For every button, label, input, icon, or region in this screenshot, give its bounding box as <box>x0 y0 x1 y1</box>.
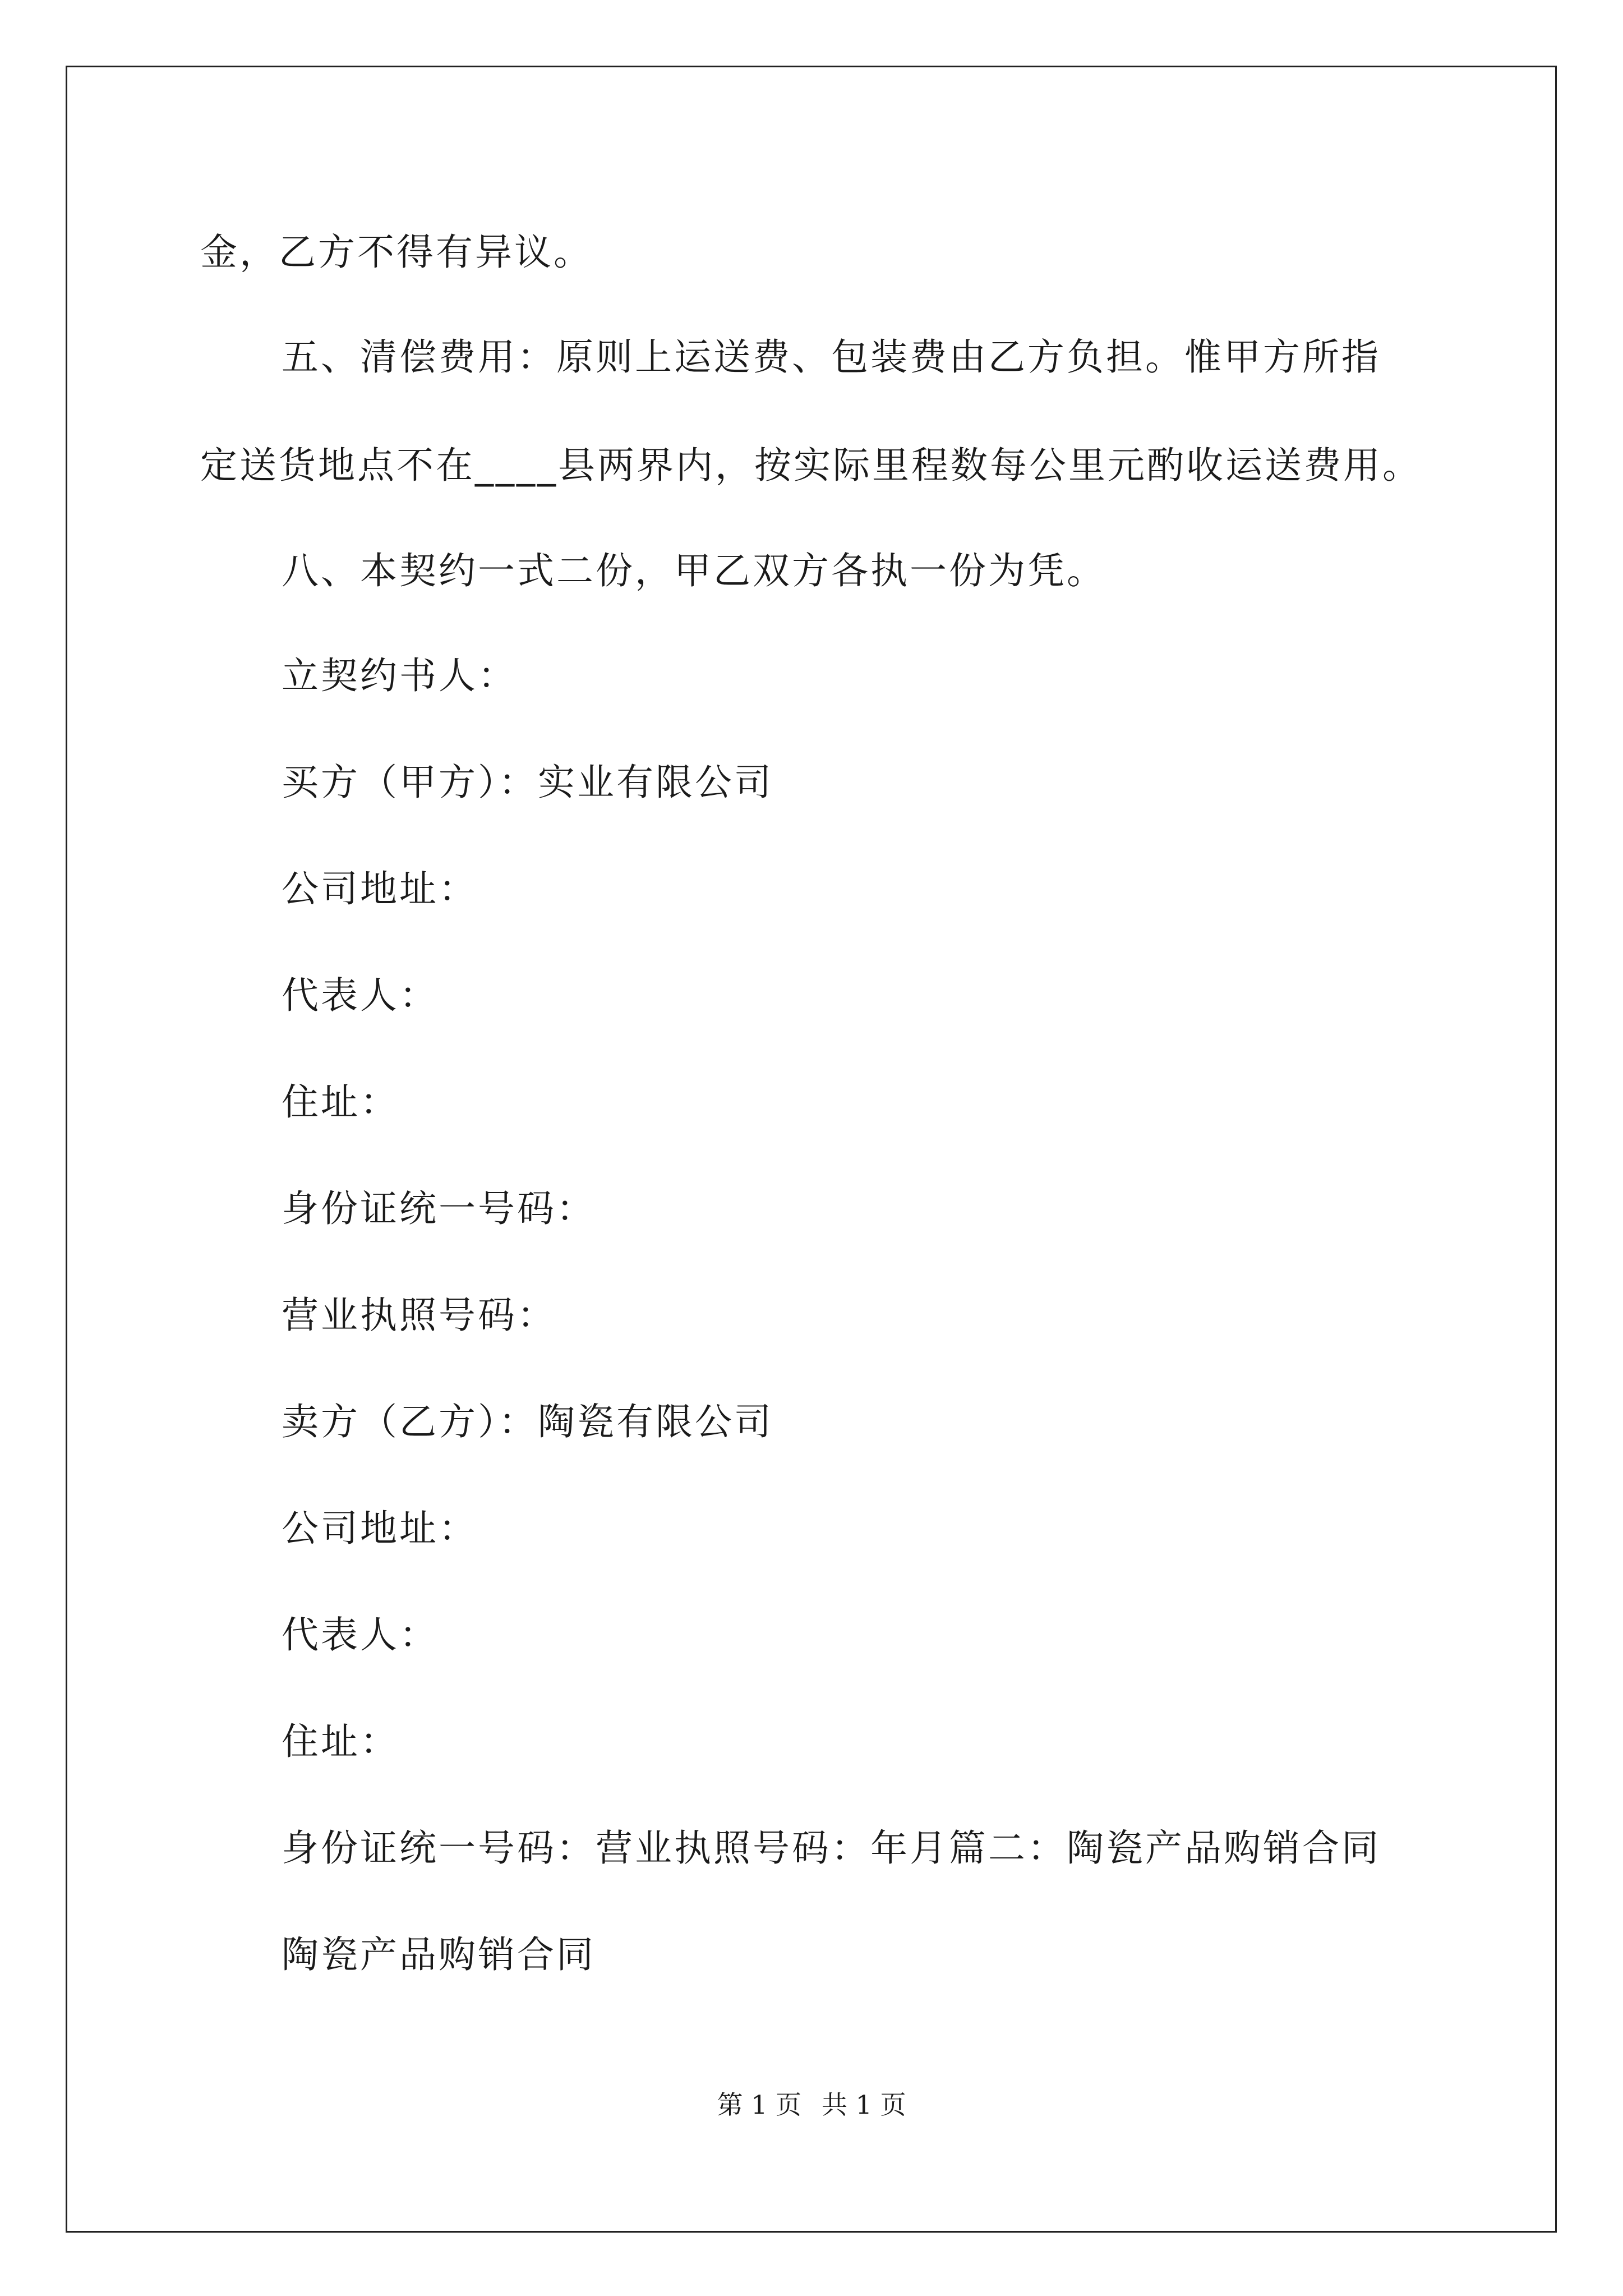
text-line-7: 公司地址： <box>282 867 478 910</box>
text-line-14: 代表人： <box>282 1613 439 1657</box>
text-line-10: 身份证统一号码： <box>282 1187 596 1230</box>
text-line-5: 立契约书人： <box>282 654 517 697</box>
text-line-17: 陶瓷产品购销合同 <box>282 1933 596 1976</box>
page-total: 共 1 页 <box>822 2090 906 2120</box>
text-line-8: 代表人： <box>282 974 439 1017</box>
text-line-13: 公司地址： <box>282 1507 478 1550</box>
text-line-9: 住址： <box>282 1080 399 1124</box>
text-line-11: 营业执照号码： <box>282 1294 556 1337</box>
text-line-2: 五、清偿费用：原则上运送费、包装费由乙方负担。惟甲方所指 <box>282 335 1381 379</box>
text-line-1: 金，乙方不得有异议。 <box>200 231 593 274</box>
text-line-3: 定送货地点不在____县两界内，按实际里程数每公里元酌收运送费用。 <box>200 444 1422 487</box>
text-line-12: 卖方（乙方）：陶瓷有限公司 <box>282 1400 773 1443</box>
text-line-15: 住址： <box>282 1720 399 1763</box>
text-line-4: 八、本契约一式二份，甲乙双方各执一份为凭。 <box>282 549 1106 592</box>
page-border <box>66 66 1557 2233</box>
page-number: 第 1 页 <box>717 2090 801 2120</box>
page-footer <box>0 2088 1623 2122</box>
text-line-6: 买方（甲方）：实业有限公司 <box>282 761 773 804</box>
text-line-16: 身份证统一号码：营业执照号码：年月篇二：陶瓷产品购销合同 <box>282 1826 1381 1870</box>
